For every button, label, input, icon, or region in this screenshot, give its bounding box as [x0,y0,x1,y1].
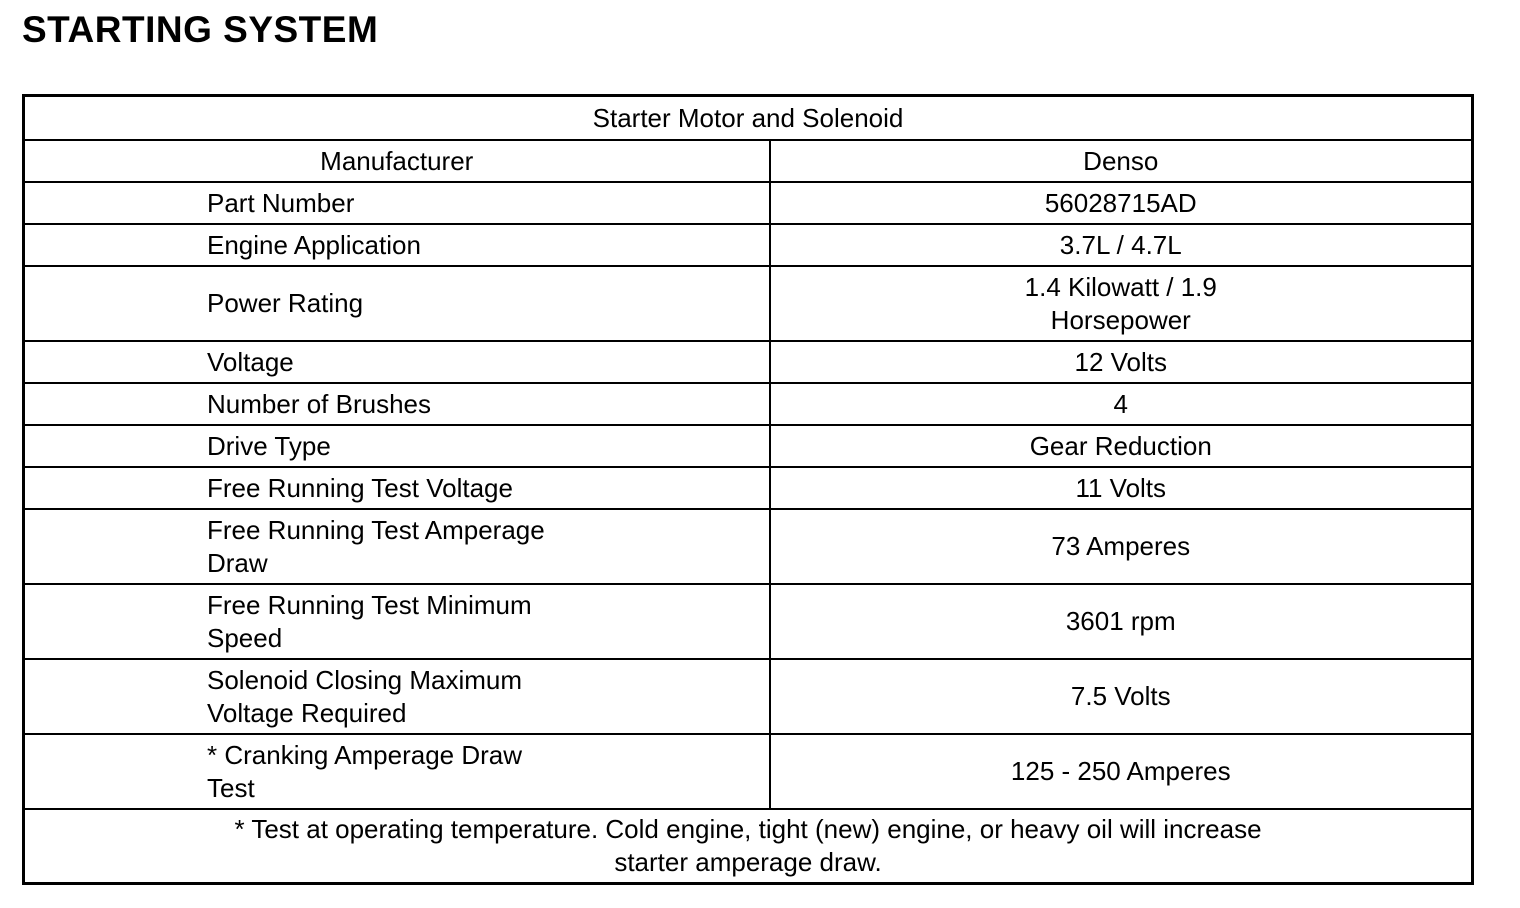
row-label: * Cranking Amperage Draw Test [24,734,770,809]
row-value: Gear Reduction [770,425,1473,467]
row-label: Power Rating [24,266,770,341]
row-value: 1.4 Kilowatt / 1.9 Horsepower [770,266,1473,341]
row-value: 7.5 Volts [770,659,1473,734]
row-label: Part Number [24,182,770,224]
manufacturer-row [24,140,1473,182]
row-label: Free Running Test Amperage Draw [24,509,770,584]
row-label: Solenoid Closing Maximum Voltage Required [24,659,770,734]
starter-spec-table [22,94,1474,885]
table-row [24,182,1473,224]
row-label: Free Running Test Minimum Speed [24,584,770,659]
row-value: 3.7L / 4.7L [770,224,1473,266]
row-label: Voltage [24,341,770,383]
table-row [24,734,1473,809]
row-value: 3601 rpm [770,584,1473,659]
footnote: * Test at operating temperature. Cold engine, tight (new) engine, or heavy oil will increase starter amperage draw. [24,809,1473,884]
table-caption-row [24,96,1473,141]
row-value: 11 Volts [770,467,1473,509]
table-row [24,341,1473,383]
table-row [24,425,1473,467]
page-title: STARTING SYSTEM [22,9,379,50]
manufacturer-value: Denso [770,140,1473,182]
row-value: 125 - 250 Amperes [770,734,1473,809]
table-row [24,584,1473,659]
row-value: 73 Amperes [770,509,1473,584]
row-value: 12 Volts [770,341,1473,383]
row-value: 56028715AD [770,182,1473,224]
row-label: Engine Application [24,224,770,266]
table-row [24,467,1473,509]
table-row [24,224,1473,266]
row-label: Drive Type [24,425,770,467]
manufacturer-label: Manufacturer [24,140,770,182]
footnote-row [24,809,1473,884]
table-row [24,509,1473,584]
table-row [24,383,1473,425]
table-row [24,266,1473,341]
row-value: 4 [770,383,1473,425]
row-label: Number of Brushes [24,383,770,425]
row-label: Free Running Test Voltage [24,467,770,509]
table-row [24,659,1473,734]
table-caption: Starter Motor and Solenoid [24,96,1473,141]
